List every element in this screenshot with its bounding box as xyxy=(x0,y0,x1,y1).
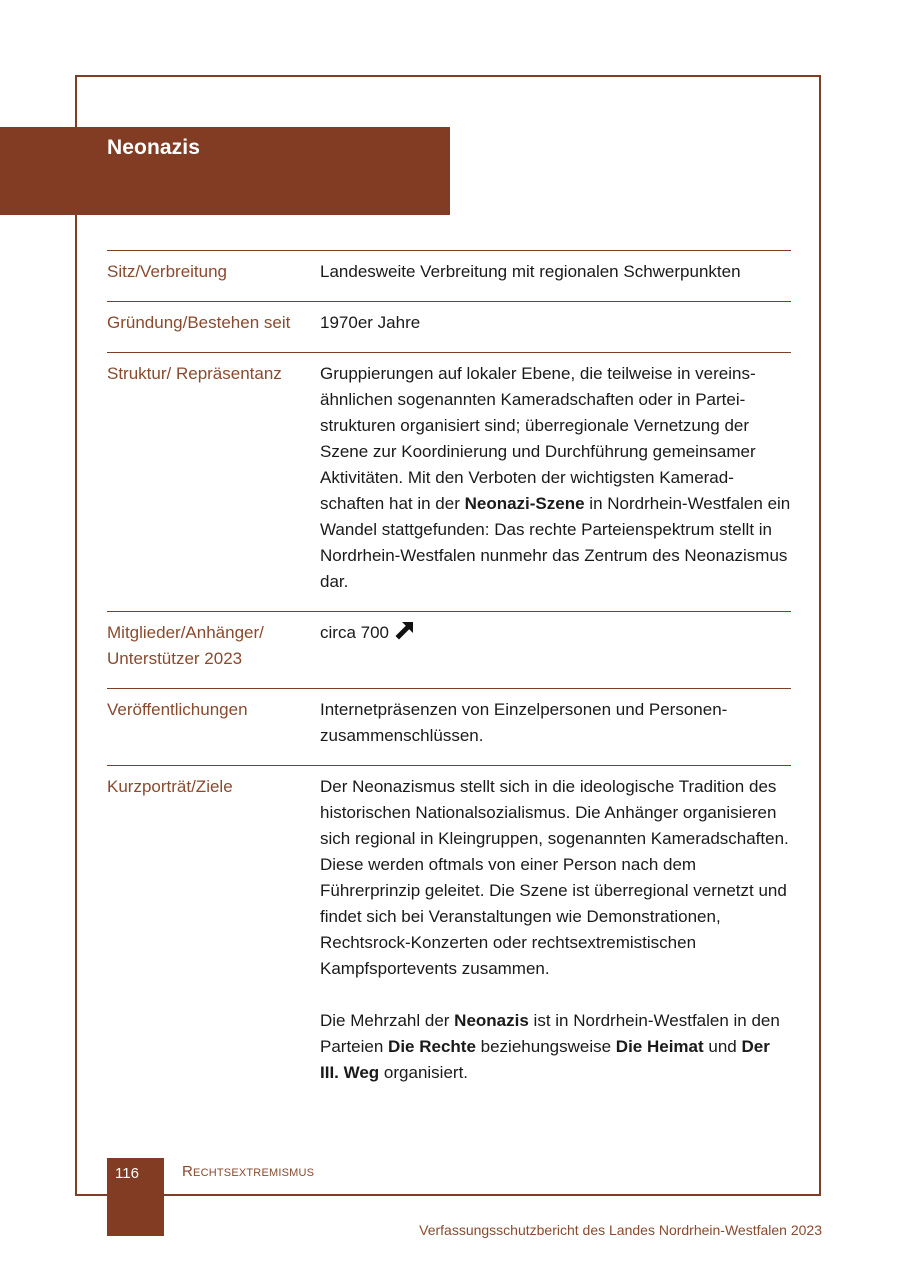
text-span: Gruppierungen auf lokaler Ebene, die teilweise in vereinsähnlichen sogenannten Kameradschaften oder in Parteistrukturen organisiert sind; überregionale Vernetzung der Szene zur Koordinierung und Durchführung gemeinsamer Aktivitäten. Mit den Verboten der wichtigsten Kameradschaften hat in der xyxy=(320,364,756,513)
row-label: Sitz/Verbreitung xyxy=(107,262,228,281)
arrow-up-right-icon xyxy=(395,622,413,640)
row-label: Gründung/Bestehen seit xyxy=(107,313,291,332)
row-value xyxy=(320,361,791,595)
member-count: circa 700 xyxy=(320,623,389,642)
row-label: Struktur/ Repräsentanz xyxy=(107,364,282,383)
bold-term: Neonazis xyxy=(454,1011,529,1030)
text-span: organisiert. xyxy=(379,1063,469,1082)
row-value: 1970er Jahre xyxy=(320,313,421,332)
row-label xyxy=(107,620,320,672)
table-row xyxy=(107,250,791,301)
paragraph xyxy=(320,1008,791,1086)
row-label-line: Unterstützer 2023 xyxy=(107,649,243,668)
bold-term: Der III. Weg xyxy=(320,1037,770,1082)
bold-term: Die Rechte xyxy=(388,1037,476,1056)
row-value xyxy=(320,620,791,672)
text-span: ist in Nordrhein-Westfalen in den Parteien xyxy=(320,1011,780,1056)
table-row xyxy=(107,611,791,688)
table-row xyxy=(107,688,791,765)
bold-term: Die Heimat xyxy=(615,1037,704,1056)
page-number: 116 xyxy=(115,1165,139,1182)
row-value: Landesweite Verbreitung mit regionalen Schwerpunkten xyxy=(320,262,741,281)
row-value xyxy=(320,774,791,1086)
row-label: Kurzporträt/Ziele xyxy=(107,777,233,796)
row-label-line: Mitglieder/Anhänger/ xyxy=(107,623,264,642)
row-label: Veröffentlichungen xyxy=(107,700,248,719)
paragraph: Der Neonazismus stellt sich in die ideologische Tradition des historischen Nationalsozialismus. Die Anhänger organisieren sich regional in Kleingruppen, sogenannten Kameradschaften. Diese werden oftmals von einer Person nach dem Führerprinzip geleitet. Die Szene ist überregional vernetzt und findet sich bei Veranstaltungen wie Demonstrationen, Rechtsrock-Konzerten oder rechtsextremistischen Kampfsportevents zusammen. xyxy=(320,777,789,978)
table-row xyxy=(107,352,791,611)
table-row xyxy=(107,301,791,352)
profile-table xyxy=(107,250,791,1102)
row-value: Internetpräsenzen von Einzelpersonen und Personenzusammenschlüssen. xyxy=(320,700,728,745)
text-span: und xyxy=(703,1037,742,1056)
text-span: beziehungsweise xyxy=(475,1037,616,1056)
bold-term: Neonazi-Szene xyxy=(464,494,585,513)
footer-text: Verfassungsschutzbericht des Landes Nordrhein-Westfalen 2023 xyxy=(419,1222,822,1238)
page-number-tab xyxy=(107,1158,164,1236)
table-row xyxy=(107,765,791,1102)
section-name: Rechtsextremismus xyxy=(182,1163,315,1180)
page-title: Neonazis xyxy=(107,136,200,159)
text-span: in Nordrhein-Westfalen ein Wandel stattgefunden: Das rechte Parteienspektrum stellt in Nordrhein-Westfalen nunmehr das Zentrum des Neonazismus dar. xyxy=(320,494,791,591)
text-span: Die Mehrzahl der xyxy=(320,1011,455,1030)
title-banner xyxy=(0,127,450,215)
